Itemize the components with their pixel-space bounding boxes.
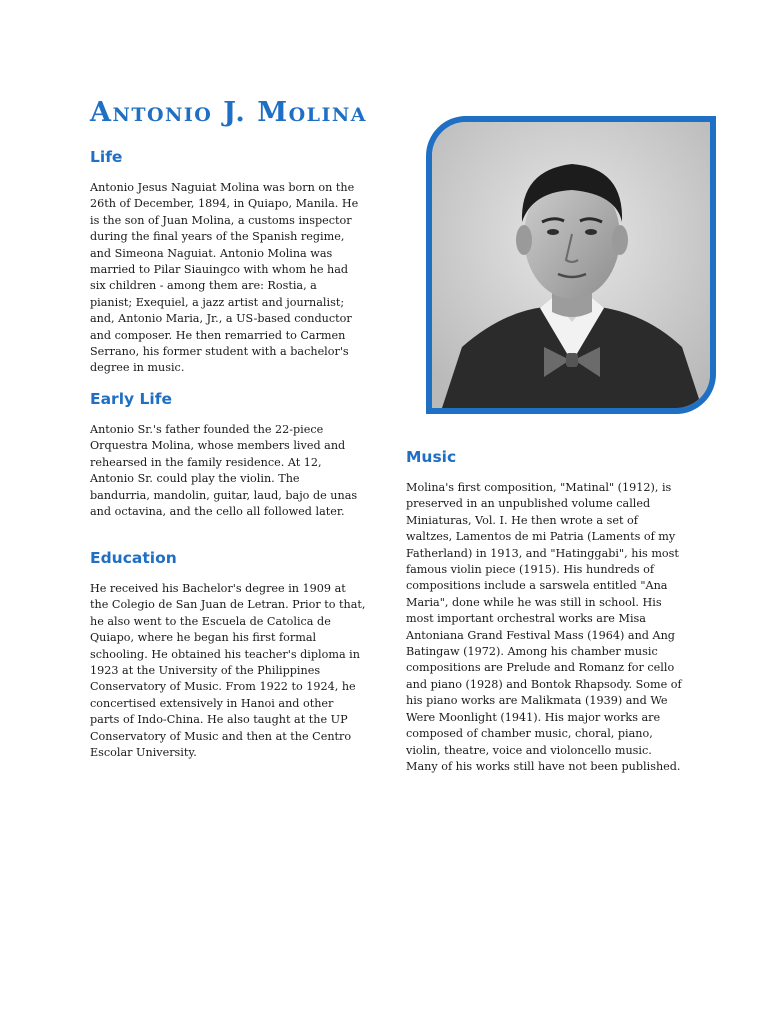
life-paragraph: Antonio Jesus Naguiat Molina was born on the 26th of December, 1894, in Quiapo, Manila. He is the son of Juan Molina, a customs inspector during the final years of the Spanish regime, and Simeona Naguiat. Antonio Molina was married to Pilar Siauingco with whom he had six children - among them are: Rostia, a pianist; Exequiel, a jazz artist and journalist; and, Antonio Maria, Jr., a US-based conductor and composer. He then remarried to Carmen Serrano, his former student with a bachelor's degree in music. <box>90 181 359 375</box>
early-life-heading: Early Life <box>90 390 172 408</box>
music-heading: Music <box>406 448 457 466</box>
portrait-image <box>432 122 710 408</box>
page-title: Antonio J. Molina <box>90 97 367 128</box>
education-paragraph: He received his Bachelor's degree in 1909 at the Colegio de San Juan de Letran. Prior to that, he also went to the Escuela de Catolica de Quiapo, where he began his first formal schooling. He obtained his teacher's diploma in 1923 at the University of the Philippines Conservatory of Music. From 1922 to 1924, he concertised extensively in Hanoi and other parts of Indo-China. He also taught at the UP Conservatory of Music and then at the Centro Escolar University. <box>90 582 366 760</box>
education-heading: Education <box>90 549 177 567</box>
life-heading: Life <box>90 148 123 166</box>
music-paragraph: Molina's first composition, "Matinal" (1912), is preserved in an unpublished volume called Miniaturas, Vol. I. He then wrote a set of waltzes, Lamentos de mi Patria (Laments of my Fatherland) in 1913, and "Hatinggabi", his most famous violin piece (1915). His hundreds of compositions include a sarswela entitled "Ana Maria", done while he was still in school. His most important orchestral works are Misa Antoniana Grand Festival Mass (1964) and Ang Batingaw (1972). Among his chamber music compositions are Prelude and Romanz for cello and piano (1928) and Bontok Rhapsody. Some of his piano works are Malikmata (1939) and We Were Moonlight (1941). His major works are composed of chamber music, choral, piano, violin, theatre, voice and violoncello music. Many of his works still have not been published. <box>406 481 682 773</box>
early-life-paragraph: Antonio Sr.'s father founded the 22-piece Orquestra Molina, whose members lived and rehearsed in the family residence. At 12, Antonio Sr. could play the violin. The bandurria, mandolin, guitar, laud, bajo de unas and octavina, and the cello all followed later. <box>90 423 358 519</box>
portrait-photo <box>426 116 716 414</box>
